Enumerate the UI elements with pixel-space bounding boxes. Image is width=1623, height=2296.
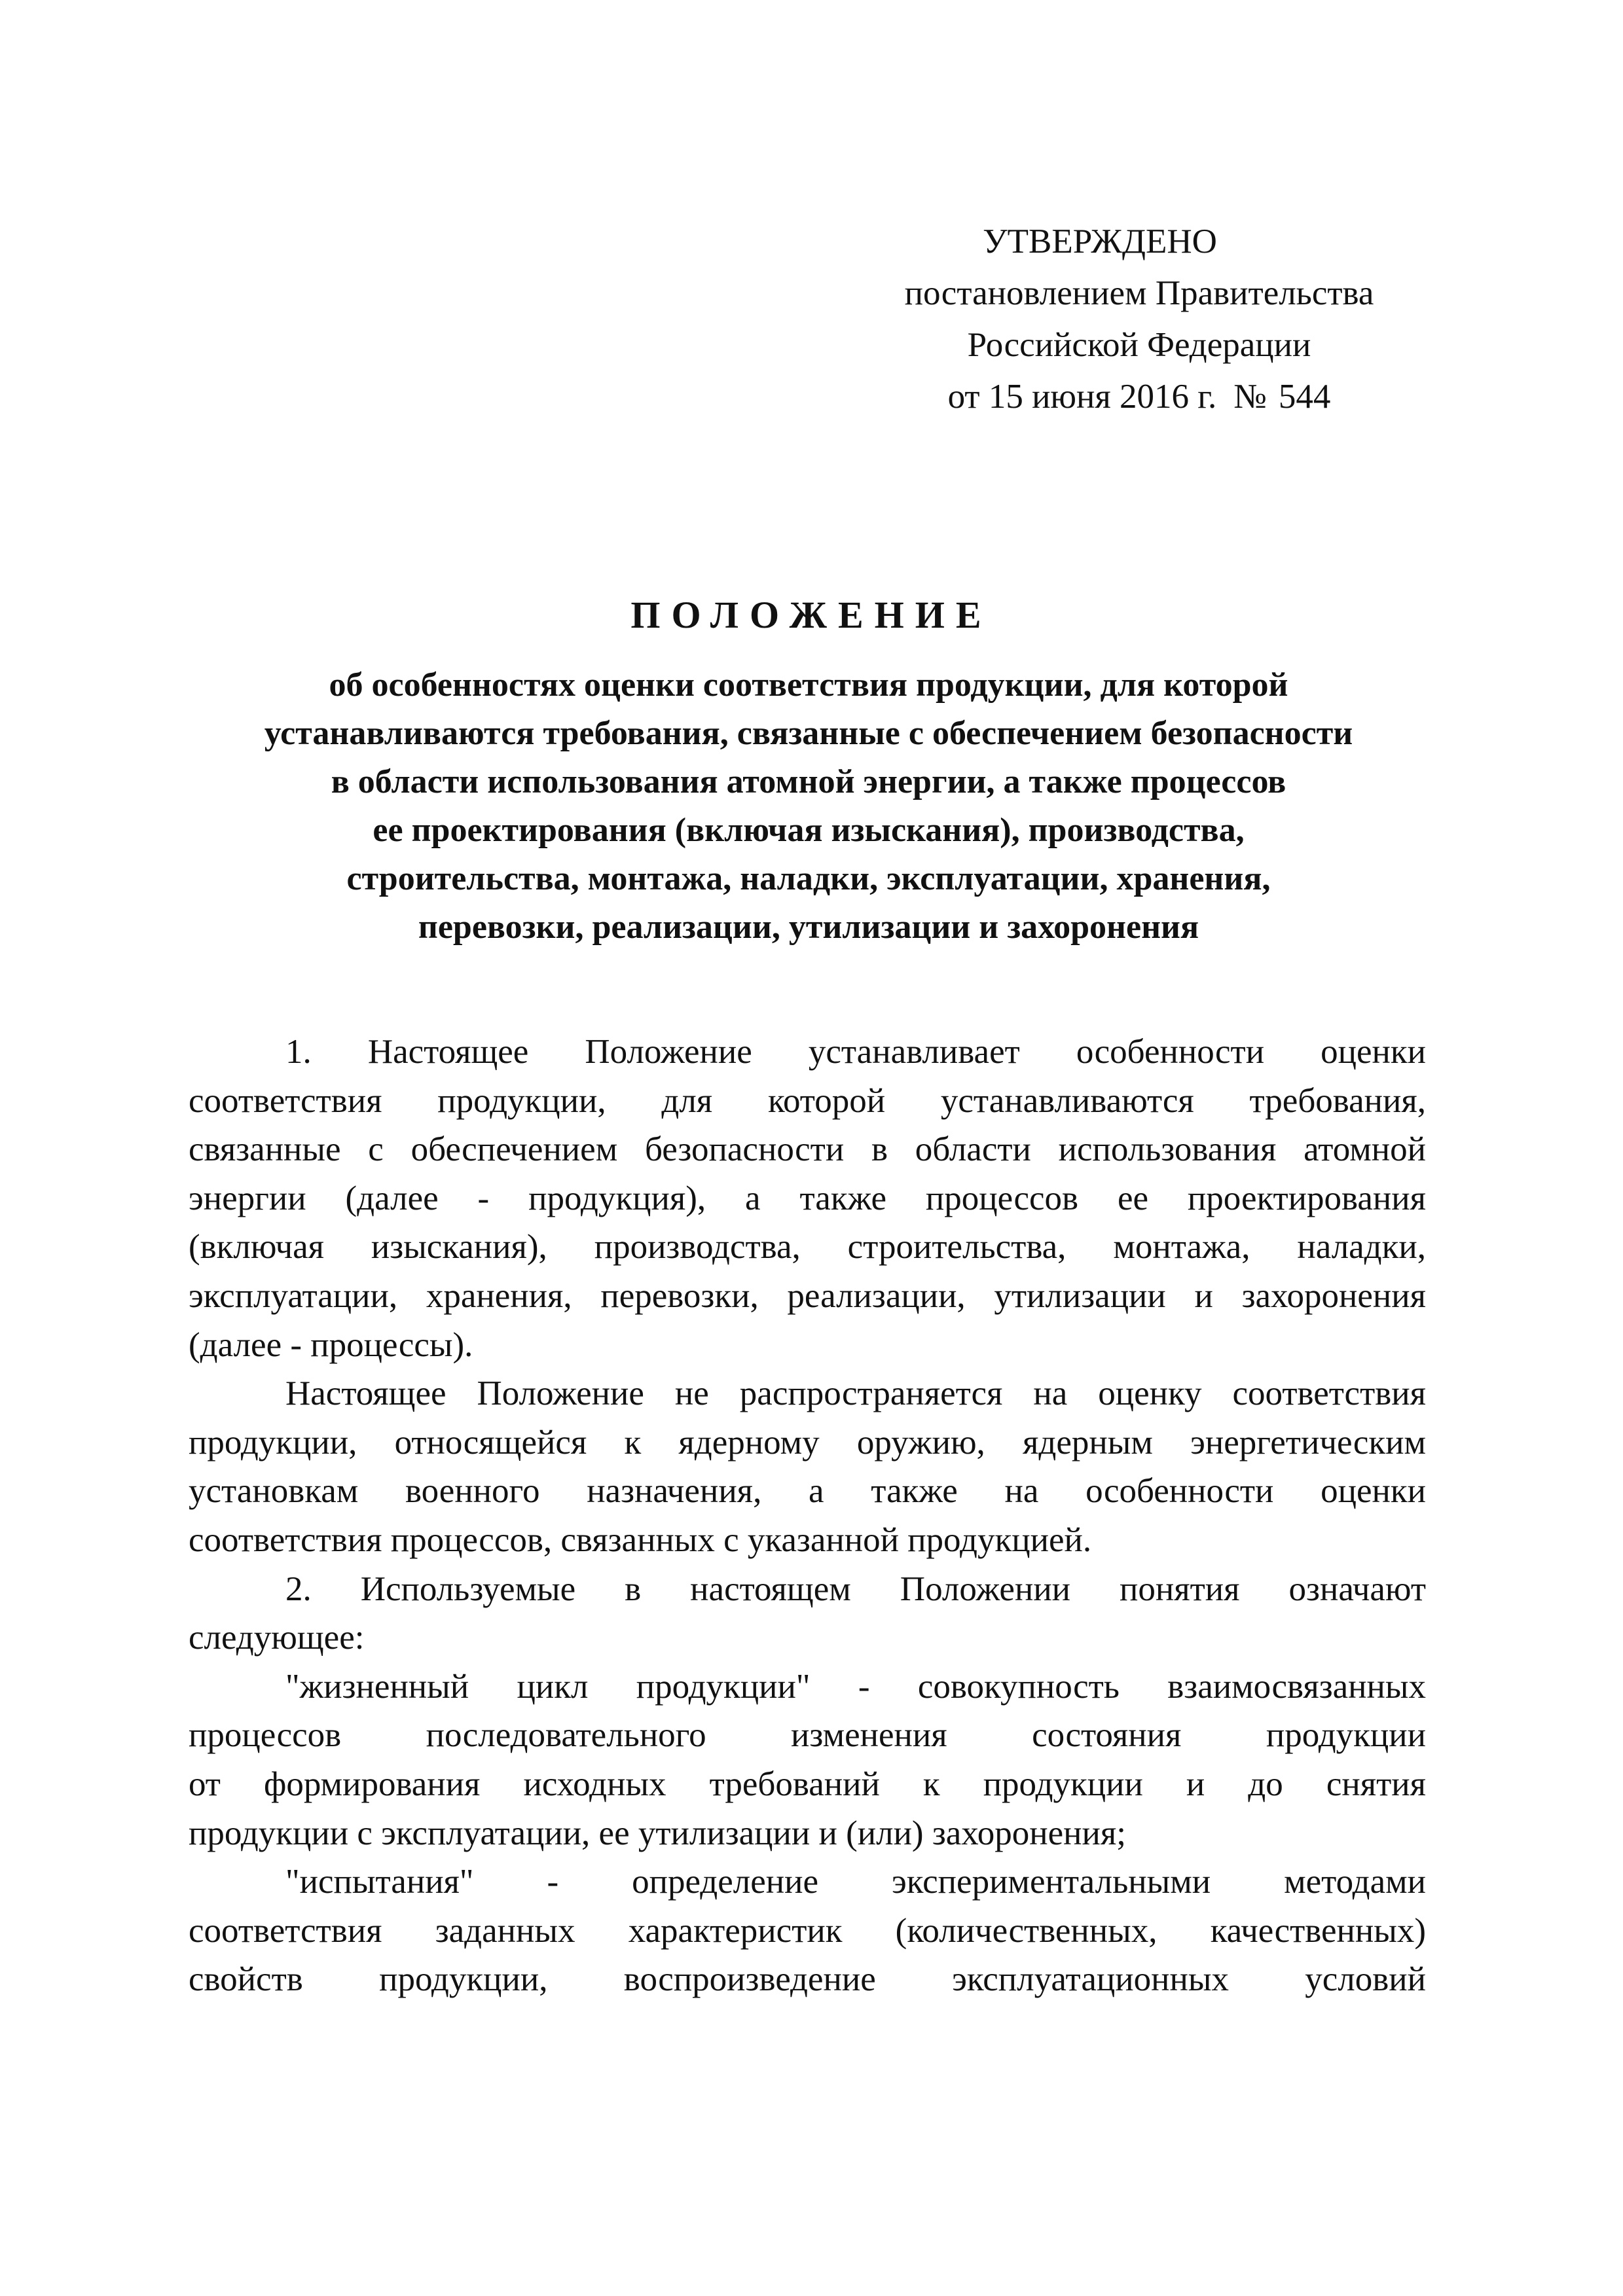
subtitle-line: ее проектирования (включая изыскания), производства, [373, 812, 1245, 849]
paragraph-line: эксплуатации, хранения, перевозки, реализации, утилизации и захоронения [189, 1276, 1426, 1315]
approval-line-2: Российской Федерации [967, 326, 1311, 364]
subtitle-line: строительства, монтажа, наладки, эксплуатации, хранения, [346, 860, 1271, 897]
subtitle-line: устанавливаются требования, связанные с обеспечением безопасности [264, 715, 1353, 752]
document-title: ПОЛОЖЕНИЕ [630, 594, 993, 636]
paragraph-line: энергии (далее - продукция), а также процессов ее проектирования [189, 1179, 1426, 1217]
paragraph-line: от формирования исходных требований к продукции и до снятия [189, 1765, 1426, 1803]
paragraph-line: 2. Используемые в настоящем Положении понятия означают [285, 1570, 1426, 1608]
paragraph-line: соответствия продукции, для которой устанавливаются требования, [189, 1081, 1426, 1120]
paragraph-line: следующее: [189, 1619, 365, 1657]
approval-block [845, 216, 1434, 423]
paragraph-line: (включая изыскания), производства, строительства, монтажа, наладки, [189, 1228, 1426, 1266]
subtitle-line: в области использования атомной энергии, а также процессов [331, 763, 1286, 800]
paragraph-line: продукции с эксплуатации, ее утилизации и (или) захоронения; [189, 1814, 1126, 1852]
subtitle-line: перевозки, реализации, утилизации и захоронения [418, 908, 1199, 946]
paragraph-line: соответствия заданных характеристик (количественных, качественных) [189, 1911, 1426, 1950]
paragraph-line: "жизненный цикл продукции" - совокупность взаимосвязанных [285, 1667, 1426, 1706]
approval-date: от 15 июня 2016 г. [947, 378, 1217, 416]
paragraph-line: 1. Настоящее Положение устанавливает особенности оценки [285, 1033, 1426, 1071]
paragraph-line: процессов последовательного изменения состояния продукции [189, 1716, 1426, 1755]
number-sign: № [1233, 378, 1267, 416]
paragraph-line: соответствия процессов, связанных с указанной продукцией. [189, 1520, 1092, 1559]
paragraph-line: Настоящее Положение не распространяется на оценку соответствия [285, 1374, 1426, 1413]
approval-date-line [845, 371, 1434, 423]
paragraph-line: связанные с обеспечением безопасности в области использования атомной [189, 1130, 1426, 1169]
approval-heading: УТВЕРЖДЕНО [983, 223, 1217, 260]
paragraph-line: установкам военного назначения, а также на особенности оценки [189, 1472, 1426, 1511]
document-body [189, 1028, 1426, 2004]
subtitle-line: об особенностях оценки соответствия продукции, для которой [329, 666, 1288, 704]
paragraph-line: продукции, относящейся к ядерному оружию, ядерным энергетическим [189, 1423, 1426, 1462]
paragraph-line: "испытания" - определение экспериментальными методами [285, 1863, 1426, 1901]
approval-line-1: постановлением Правительства [904, 274, 1374, 312]
paragraph-line: (далее - процессы). [189, 1325, 473, 1364]
paragraph-line: свойств продукции, воспроизведение эксплуатационных условий [189, 1960, 1426, 1999]
approval-number: 544 [1278, 378, 1331, 416]
document-subtitle [164, 661, 1453, 952]
